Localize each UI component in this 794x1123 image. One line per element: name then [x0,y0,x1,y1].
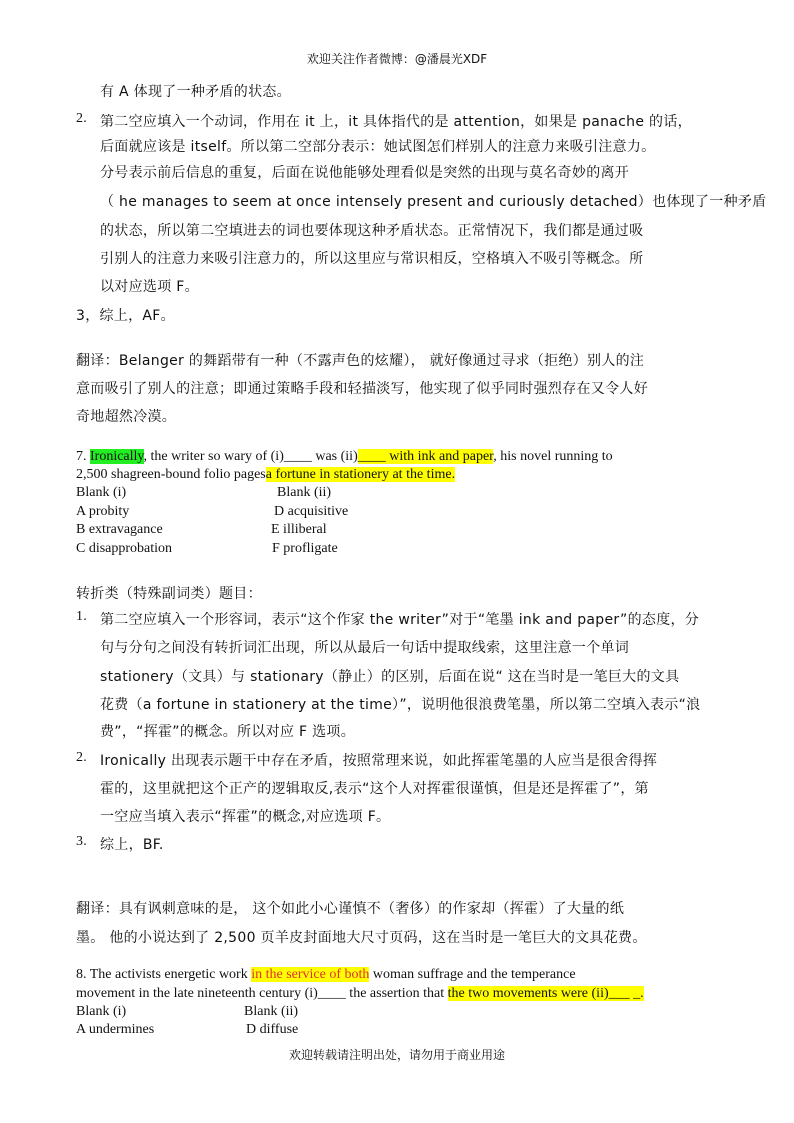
blank-ii-label: Blank (ii) [244,1004,299,1019]
paragraph-line: 综上，BF. [100,837,164,853]
paragraph-line: 后面就应该是 itself。所以第二空部分表示：她试图怎们样别人的注意力来吸引注意力。 [100,139,656,155]
question-text: 2,500 shagreen-bound folio pages [76,467,266,482]
question-7-line-2 [76,467,455,483]
option-d: D acquisitive [274,504,349,519]
option-f: F profligate [272,541,338,556]
question-number: 8. [76,967,87,982]
highlight-ironically: Ironically [90,449,144,464]
highlight-service-of-both: in the service of both [251,967,370,982]
paragraph-line: （ he manages to seem at once intensely present and curiously detached）也体现了一种矛盾 [100,194,767,210]
highlight-two-movements: the two movements were (ii)___ _. [447,986,644,1001]
option-e: E illiberal [271,522,327,537]
list-number: 1. [76,609,88,624]
paragraph-line: 分号表示前后信息的重复，后面在说他能够处理看似是突然的出现与莫名奇妙的离开 [100,165,630,181]
question-text: movement in the late nineteenth century (i)____ the assertion that [76,986,448,1001]
option-c: C disapprobation [76,541,173,556]
option-a: A probity [76,504,130,519]
paragraph-line: 一空应当填入表示“挥霍”的概念,对应选项 F。 [100,809,391,825]
paragraph-line: 句与分句之间没有转折词汇出现，所以从最后一句话中提取线索，这里注意一个单词 [100,640,630,656]
option-d: D diffuse [246,1022,299,1037]
paragraph-line: 引别人的注意力来吸引注意力的，所以这里应与常识相反，空格填入不吸引等概念。所 [100,251,644,267]
translation-line: 意而吸引了别人的注意；即通过策略手段和轻描淡写，他实现了似乎同时强烈存在又令人好 [76,381,648,397]
translation-line: 翻译：具有讽刺意味的是， 这个如此小心谨慎不（奢侈）的作家却（挥霍）了大量的纸 [76,901,625,917]
question-text: , the writer so wary of (i)____ was (ii) [143,449,358,464]
blank-ii-label: Blank (ii) [277,485,332,500]
paragraph-line: 有 A 体现了一种矛盾的状态。 [100,84,291,100]
paragraph-line: 费”，“挥霍”的概念。所以对应 F 选项。 [100,724,356,740]
list-number: 3. [76,834,88,849]
blank-i-label: Blank (i) [76,485,127,500]
translation-line: 奇地超然冷漠。 [76,409,177,425]
option-a: A undermines [76,1022,155,1037]
question-text: woman suffrage and the temperance [369,967,576,982]
paragraph-line: stationery（文具）与 stationary（静止）的区别，后面在说“ 这在当时是一笔巨大的文具 [100,669,680,685]
paragraph-line: 以对应选项 F。 [100,279,199,295]
section-heading: 转折类（特殊副词类）题目： [76,586,262,602]
paragraph-line: 花费（a fortune in stationery at the time）”，说明他很浪费笔墨，所以第二空填入表示“浪 [100,697,701,713]
page-header: 欢迎关注作者微博：@潘晨光XDF [306,52,488,66]
highlight-fortune: a fortune in stationery at the time. [265,467,456,482]
question-text: The activists energetic work [89,967,252,982]
option-b: B extravagance [76,522,163,537]
blank-i-label: Blank (i) [76,1004,127,1019]
highlight-blank-ii: ____ with ink and paper [357,449,494,464]
paragraph-line: 霍的，这里就把这个正产的逻辑取反,表示“这个人对挥霍很谨慎，但是还是挥霍了”，第 [100,781,649,797]
list-number: 2. [76,750,88,765]
paragraph-line: 的状态，所以第二空填进去的词也要体现这种矛盾状态。正常情况下，我们都是通过吸 [100,223,644,239]
question-8-line-2 [76,986,644,1002]
question-text: , his novel running to [493,449,613,464]
paragraph-line: 第二空应填入一个形容词，表示“这个作家 the writer”对于“笔墨 ink and paper”的态度，分 [100,612,700,628]
paragraph-line: 第二空应填入一个动词，作用在 it 上，it 具体指代的是 attention，如果是 panache 的话， [100,114,692,130]
translation-line: 墨。 他的小说达到了 2,500 页羊皮封面地大尺寸页码，这在当时是一笔巨大的文具花费。 [76,930,647,946]
question-8-line-1 [76,967,576,983]
question-7-line-1 [76,449,718,465]
page-footer: 欢迎转载请注明出处，请勿用于商业用途 [288,1048,505,1062]
summary-line: 3，综上，AF。 [76,308,175,324]
question-number: 7. [76,449,87,464]
list-number: 2. [76,111,88,126]
translation-line: 翻译：Belanger 的舞蹈带有一种（不露声色的炫耀）， 就好像通过寻求（拒绝）别人的注 [76,353,645,369]
paragraph-line: Ironically 出现表示题干中存在矛盾，按照常理来说，如此挥霍笔墨的人应当是很舍得挥 [100,753,658,769]
